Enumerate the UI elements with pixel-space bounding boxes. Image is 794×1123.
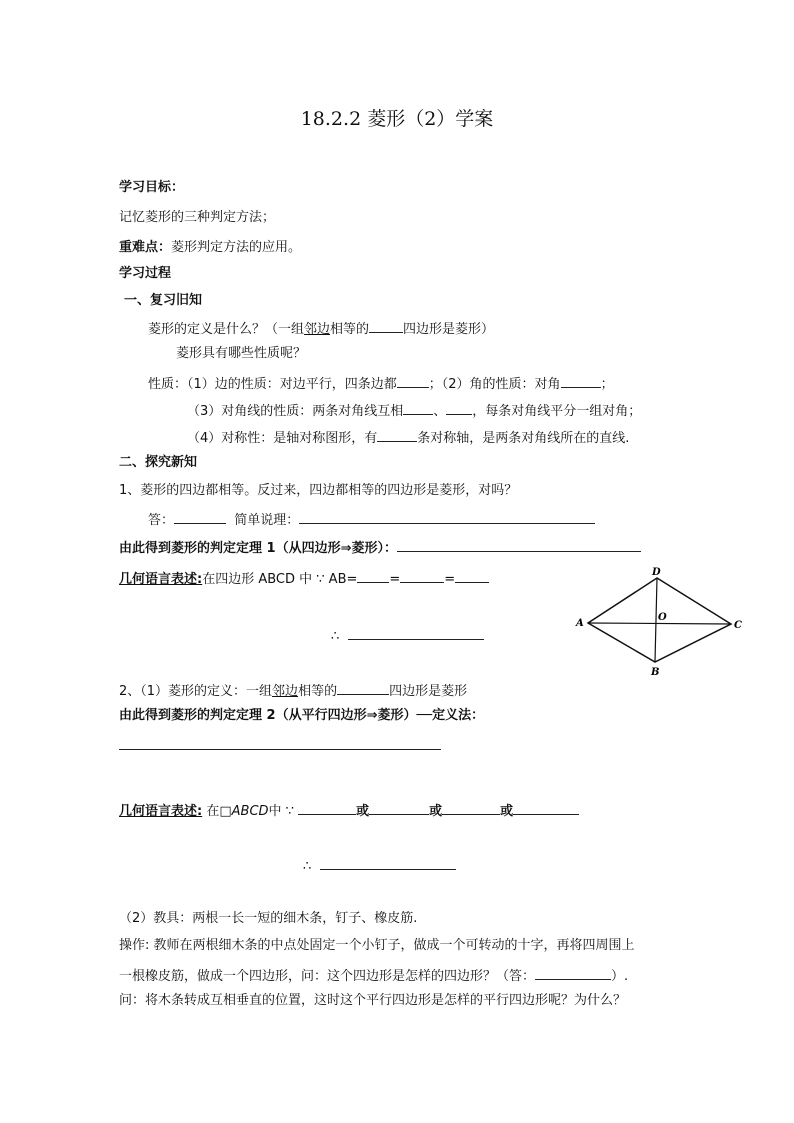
blank-field[interactable] bbox=[397, 374, 429, 388]
answer-line bbox=[148, 510, 595, 529]
blank-field[interactable] bbox=[337, 681, 389, 695]
blank-field[interactable] bbox=[377, 428, 417, 442]
property-text: （3）对角线的性质：两条对角线互相 bbox=[187, 404, 404, 419]
explain-blank[interactable] bbox=[299, 510, 595, 524]
blank-field[interactable] bbox=[400, 569, 444, 583]
simple-explain-label: 简单说理： bbox=[234, 513, 300, 528]
geo-label-2: 几何语言表述: bbox=[119, 804, 203, 819]
operation-line-3: 问：将木条转成互相垂直的位置，这时这个平行四边形是怎样的平行四边形呢？为什么？ bbox=[119, 993, 627, 1008]
explore-heading: 二、探究新知 bbox=[119, 455, 198, 470]
label-c: C bbox=[734, 620, 742, 631]
blank-field[interactable] bbox=[298, 801, 356, 815]
operation-line-1: 操作: 教师在两根细木条的中点处固定一个小钉子，做成一个可转动的十字，再将四周围上 bbox=[119, 938, 635, 953]
goals-heading: 学习目标： bbox=[119, 180, 185, 195]
therefore-symbol: ∴ bbox=[331, 629, 340, 644]
parallelogram-symbol: □ABCD bbox=[219, 804, 269, 819]
process-heading: 学习过程 bbox=[119, 266, 172, 281]
answer-blank[interactable] bbox=[535, 966, 611, 980]
question-1: 1、菱形的四边都相等。反过来，四边都相等的四边形是菱形，对吗？ bbox=[119, 483, 518, 498]
therefore-line-2 bbox=[303, 856, 456, 875]
definition-question bbox=[148, 319, 494, 338]
equals-sign: = bbox=[444, 572, 456, 587]
property-line-1 bbox=[148, 374, 614, 393]
operation-text: ）. bbox=[611, 969, 629, 984]
geo-text-2c: 中 ∵ bbox=[268, 804, 294, 819]
blank-field[interactable] bbox=[357, 569, 389, 583]
diagonal-bd bbox=[655, 578, 657, 662]
diagonal-ac bbox=[588, 623, 731, 624]
geo-label-1: 几何语言表述: bbox=[119, 572, 203, 587]
review-heading: 一、复习旧知 bbox=[124, 293, 203, 308]
property-text: ； bbox=[600, 377, 614, 392]
label-a: A bbox=[576, 618, 584, 629]
property-text: 、 bbox=[433, 404, 447, 419]
property-text: ，每条对角线平分一组对角； bbox=[472, 404, 642, 419]
blank-field[interactable] bbox=[513, 801, 579, 815]
equals-sign: = bbox=[389, 572, 401, 587]
q2-text-b: 邻边 bbox=[272, 684, 299, 699]
blank-field[interactable] bbox=[561, 374, 601, 388]
label-o: O bbox=[658, 612, 667, 623]
theorem-2: 由此得到菱形的判定定理 2（从平行四边形⇒菱形）──定义法： bbox=[119, 708, 485, 723]
goals-text: 记忆菱形的三种判定方法； bbox=[119, 210, 276, 225]
property-line-3 bbox=[187, 428, 629, 447]
theorem-1-blank[interactable] bbox=[397, 538, 641, 552]
q2-text-c: 相等的 bbox=[298, 684, 338, 699]
operation-text: 一根橡皮筋，做成一个四边形，问：这个四边形是怎样的四边形？（答： bbox=[119, 969, 536, 984]
keypoint-text: 菱形判定方法的应用。 bbox=[171, 240, 302, 255]
definition-text-d: 四边形是菱形） bbox=[403, 322, 495, 337]
rhombus-figure bbox=[572, 565, 772, 685]
theorem-2-blank[interactable] bbox=[119, 749, 441, 750]
label-d: D bbox=[652, 567, 661, 578]
blank-field[interactable] bbox=[446, 401, 472, 415]
definition-text-c: 相等的 bbox=[330, 322, 370, 337]
blank-field[interactable] bbox=[369, 801, 429, 815]
blank-field[interactable] bbox=[442, 801, 500, 815]
therefore-line-1 bbox=[331, 626, 484, 645]
label-b: B bbox=[651, 667, 660, 678]
geo-statement-2 bbox=[119, 801, 579, 820]
property-text: ；（2）角的性质：对角 bbox=[428, 377, 561, 392]
theorem-1-text: 由此得到菱形的判定定理 1（从四边形⇒菱形）： bbox=[119, 541, 397, 556]
property-text: 条对称轴，是两条对角线所在的直线. bbox=[417, 431, 630, 446]
blank-field[interactable] bbox=[369, 319, 403, 333]
properties-question: 菱形具有哪些性质呢？ bbox=[176, 346, 307, 361]
page-title: 18.2.2 菱形（2）学案 bbox=[300, 108, 494, 130]
geo-statement-1 bbox=[119, 569, 489, 588]
therefore-symbol: ∴ bbox=[303, 859, 312, 874]
tools-line: （2）教具：两根一长一短的细木条，钉子、橡皮筋. bbox=[119, 911, 418, 926]
geo-text-1: 在四边形 ABCD 中 ∵ AB= bbox=[202, 572, 358, 587]
q2-text-a: 2、（1）菱形的定义：一组 bbox=[119, 684, 273, 699]
conclusion-blank[interactable] bbox=[320, 856, 456, 870]
conclusion-blank[interactable] bbox=[348, 626, 484, 640]
blank-field[interactable] bbox=[403, 401, 433, 415]
definition-text-a: 菱形的定义是什么？（一组 bbox=[148, 322, 305, 337]
answer-label: 答： bbox=[148, 513, 175, 528]
q2-text-d: 四边形是菱形 bbox=[389, 684, 468, 699]
theorem-1 bbox=[119, 538, 641, 557]
property-text: 性质：（1）边的性质：对边平行，四条边都 bbox=[148, 377, 397, 392]
question-2 bbox=[119, 681, 467, 700]
operation-line-2 bbox=[119, 966, 628, 985]
or-text: 或 bbox=[500, 804, 514, 819]
or-text: 或 bbox=[356, 804, 370, 819]
geo-text-2a: 在 bbox=[206, 804, 220, 819]
keypoint-label: 重难点： bbox=[119, 240, 172, 255]
answer-blank[interactable] bbox=[174, 510, 226, 524]
definition-text-b: 邻边 bbox=[304, 322, 331, 337]
property-text: （4）对称性：是轴对称图形，有 bbox=[187, 431, 378, 446]
blank-field[interactable] bbox=[455, 569, 489, 583]
or-text: 或 bbox=[429, 804, 443, 819]
keypoint-line bbox=[119, 240, 301, 256]
property-line-2 bbox=[187, 401, 641, 420]
